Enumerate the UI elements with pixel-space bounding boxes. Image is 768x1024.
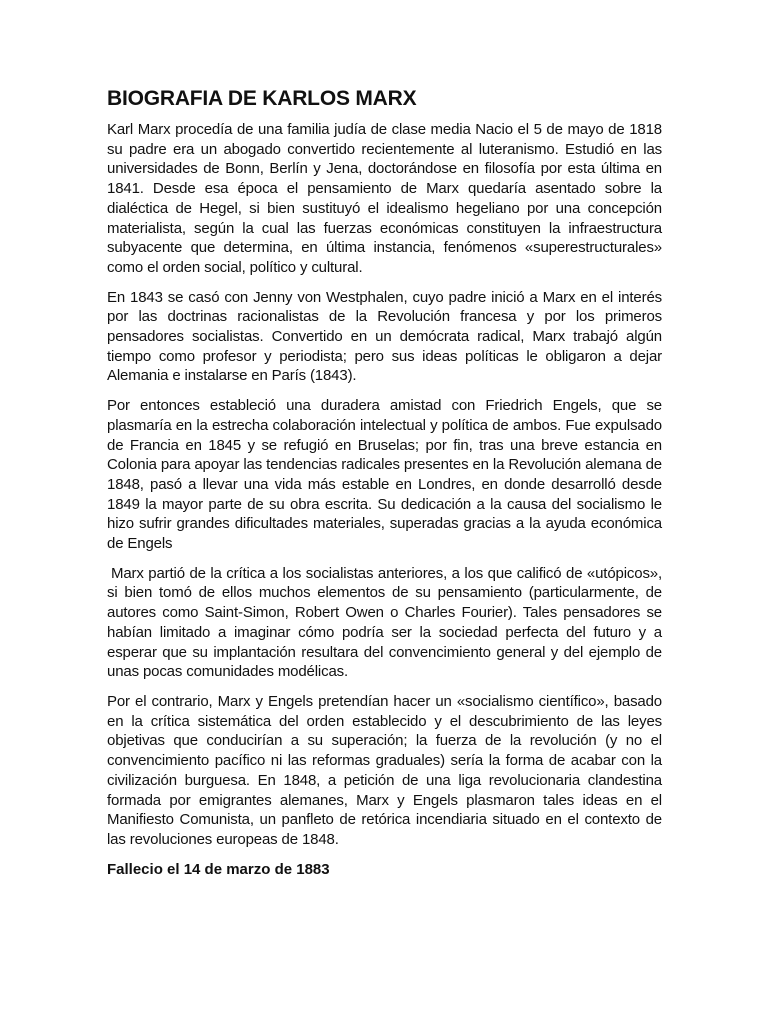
paragraph-origins: Karl Marx procedía de una familia judía de clase media Nacio el 5 de mayo de 1818 su padre era un abogado convertido recientemente al luteranismo. Estudió en las universidades de Bonn, Berlín y Jena, doctorándose en filosofía por esta última en 1841. Desde esa época el pensamiento de Marx quedaría asentado sobre la dialéctica de Hegel, si bien sustituyó el idealismo hegeliano por una concepción materialista, según la cual las fuerzas económicas constituyen la infraestructura subyacente que determina, en última instancia, fenómenos «superestructurales» como el orden social, político y cultural. — [107, 121, 662, 276]
paragraph-marriage: En 1843 se casó con Jenny von Westphalen, cuyo padre inició a Marx en el interés por las doctrinas racionalistas de la Revolución francesa y por los primeros pensadores socialistas. Convertido en un demócrata radical, Marx trabajó algún tiempo como profesor y periodista; pero sus ideas políticas le obligaron a dejar Alemania e instalarse en París (1843). — [107, 288, 662, 385]
paragraph-engels: Por entonces estableció una duradera amistad con Friedrich Engels, que se plasmaría en la estrecha colaboración intelectual y política de ambos. Fue expulsado de Francia en 1845 y se refugió en Bruselas; por fin, tras una breve estancia en Colonia para apoyar las tendencias radicales presentes en la Revolución alemana de 1848, pasó a llevar una vida más estable en Londres, en donde desarrolló desde 1849 la mayor parte de su obra escrita. Su dedicación a la causa del socialismo le hizo sufrir grandes dificultades materiales, superadas gracias a la ayuda económica de Engels — [107, 397, 662, 553]
document-title: BIOGRAFIA DE KARLOS MARX — [107, 87, 417, 110]
paragraph-scientific-socialism: Por el contrario, Marx y Engels pretendían hacer un «socialismo científico», basado en la crítica sistemática del orden establecido y el descubrimiento de las leyes objetivas que conducirían a su superación; la fuerza de la revolución (y no el convencimiento pacífico ni las reformas graduales) sería la forma de acabar con la civilización burguesa. En 1848, a petición de una liga revolucionaria clandestina formada por emigrantes alemanes, Marx y Engels plasmaron tales ideas en el Manifiesto Comunista, un panfleto de retórica incendiaria situado en el contexto de las revoluciones europeas de 1848. — [107, 692, 662, 848]
document-page — [107, 86, 662, 880]
paragraph-utopian-socialists: Marx partió de la crítica a los socialistas anteriores, a los que calificó de «utópicos», si bien tomó de ellos muchos elementos de su pensamiento (particularmente, de autores como Saint-Simon, Robert Owen o Charles Fourier). Tales pensadores se habían limitado a imaginar cómo podría ser la sociedad perfecta del futuro y a esperar que su implantación resultara del convencimiento general y del ejemplo de unas pocas comunidades modélicas. — [107, 564, 662, 681]
closing-statement: Fallecio el 14 de marzo de 1883 — [107, 860, 330, 878]
